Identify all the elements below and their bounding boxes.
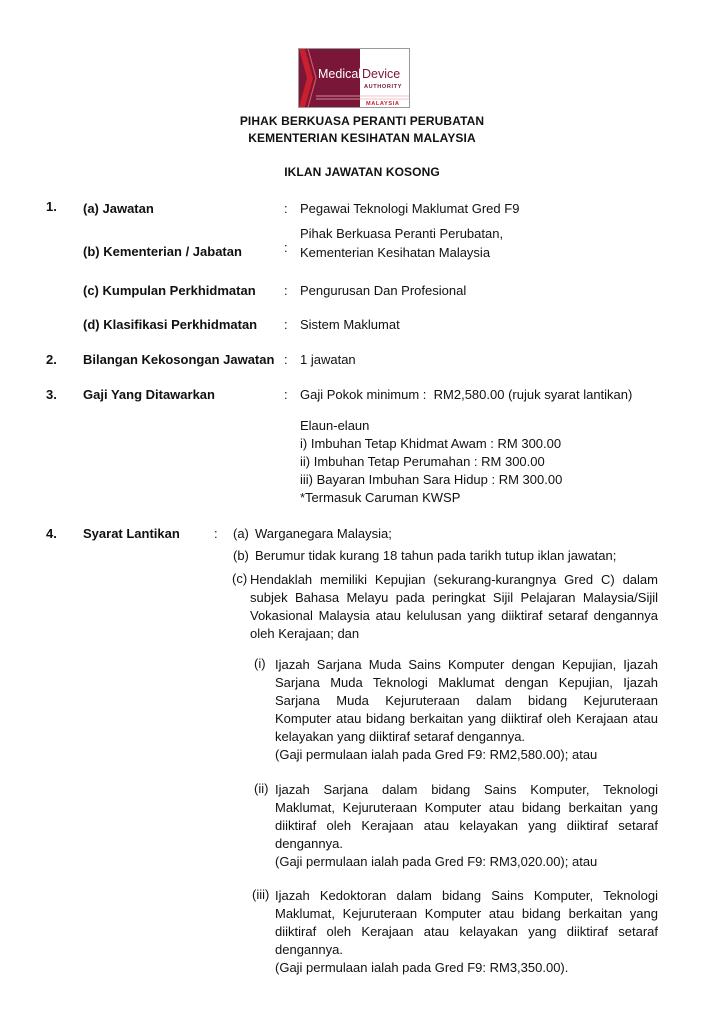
klasifikasi-label: (d) Klasifikasi Perkhidmatan [83, 317, 258, 332]
allowances-title: Elaun-elaun [300, 418, 370, 433]
jawatan-label: (a) Jawatan [83, 201, 154, 216]
kumpulan-colon: : [284, 283, 288, 298]
qualification-line: Komputer atau bidang berkaitan yang diiktiraf oleh Kerajaan atau [275, 711, 658, 726]
section-4-number: 4. [46, 526, 57, 541]
section-2-number: 2. [46, 352, 57, 367]
syarat-c-line: Vokasional Malaysia atau kelulusan yang diiktiraf setaraf dengannya [250, 608, 658, 623]
qualification-i-text [275, 656, 658, 764]
qualification-line: dengannya. [275, 836, 343, 851]
section-3-number: 3. [46, 387, 57, 402]
syarat-c-line: subjek Bahasa Melayu pada peringkat Sijil Pelajaran Malaysia/Sijil [250, 590, 658, 605]
qualification-line: Maklumat, Kejuruteraan Komputer atau bidang berkaitan yang [275, 906, 658, 921]
page-title: IKLAN JAWATAN KOSONG [284, 165, 440, 179]
bilangan-value: 1 jawatan [300, 352, 356, 367]
kementerian-colon: : [284, 240, 288, 255]
qualification-iii-marker: (iii) [252, 887, 270, 902]
syarat-a-marker: (a) [233, 526, 249, 541]
jawatan-colon: : [284, 201, 288, 216]
klasifikasi-value: Sistem Maklumat [300, 317, 400, 332]
qualification-line: Ijazah Kedoktoran dalam bidang Sains Komputer, Teknologi [275, 888, 658, 903]
section-1-number: 1. [46, 199, 57, 214]
syarat-a-text: Warganegara Malaysia; [255, 526, 392, 541]
kumpulan-label: (c) Kumpulan Perkhidmatan [83, 283, 256, 298]
qualification-ii-marker: (ii) [254, 781, 269, 796]
logo-text-device: Device [362, 67, 401, 81]
bilangan-label: Bilangan Kekosongan Jawatan [83, 352, 275, 367]
qualification-line: Ijazah Sarjana dalam bidang Sains Komputer, Teknologi [275, 782, 658, 797]
kumpulan-value: Pengurusan Dan Profesional [300, 283, 467, 298]
logo-text-malaysia: MALAYSIA [366, 101, 400, 107]
kementerian-value-line-1: Pihak Berkuasa Peranti Perubatan, [300, 226, 504, 241]
allowance-item: i) Imbuhan Tetap Khidmat Awam : RM 300.00 [300, 436, 562, 451]
medical-device-authority-logo [298, 48, 410, 108]
syarat-c-line: oleh Kerajaan; dan [250, 626, 360, 641]
qualification-line: Sarjana Muda Kejuruteraan dalam bidang Kejuruteraan [275, 693, 658, 708]
qualification-iii-text [275, 887, 658, 977]
jawatan-value: Pegawai Teknologi Maklumat Gred F9 [300, 201, 520, 216]
org-name: PIHAK BERKUASA PERANTI PERUBATAN [239, 114, 485, 128]
logo-graphic [298, 48, 410, 108]
allowance-item: iii) Bayaran Imbuhan Sara Hidup : RM 300.00 [300, 472, 563, 487]
gaji-value: Gaji Pokok minimum : RM2,580.00 (rujuk syarat lantikan) [300, 387, 633, 402]
qualification-salary: (Gaji permulaan ialah pada Gred F9: RM3,350.00). [275, 960, 569, 975]
qualification-line: Sarjana Muda Teknologi Maklumat dengan Kepujian, Ijazah [275, 675, 658, 690]
bilangan-colon: : [284, 352, 288, 367]
logo-text-authority: AUTHORITY [364, 84, 403, 90]
qualification-line: diiktiraf oleh Kerajaan atau kelayakan yang diiktiraf setaraf [275, 818, 658, 833]
kementerian-value-line-2: Kementerian Kesihatan Malaysia [300, 245, 491, 260]
syarat-b-marker: (b) [233, 548, 249, 563]
allowance-item: ii) Imbuhan Tetap Perumahan : RM 300.00 [300, 454, 545, 469]
gaji-label: Gaji Yang Ditawarkan [83, 387, 215, 402]
syarat-colon: : [214, 526, 218, 541]
qualification-line: dengannya. [275, 942, 343, 957]
qualification-line: Maklumat, Kejuruteraan Komputer atau bidang berkaitan yang [275, 800, 658, 815]
syarat-b-text: Berumur tidak kurang 18 tahun pada tarikh tutup iklan jawatan; [255, 548, 617, 563]
qualification-salary: (Gaji permulaan ialah pada Gred F9: RM3,020.00); atau [275, 854, 598, 869]
syarat-c-marker: (c) [232, 571, 248, 586]
kementerian-label: (b) Kementerian / Jabatan [83, 244, 242, 259]
qualification-i-marker: (i) [254, 656, 266, 671]
logo-text-medical: Medical [318, 67, 362, 81]
qualification-line: diiktiraf oleh Kerajaan atau kelayakan yang diiktiraf setaraf [275, 924, 658, 939]
gaji-colon: : [284, 387, 288, 402]
syarat-c-text [250, 571, 658, 643]
qualification-line: kelayakan yang diiktiraf setaraf dengannya. [275, 729, 526, 744]
qualification-salary: (Gaji permulaan ialah pada Gred F9: RM2,580.00); atau [275, 747, 598, 762]
syarat-label: Syarat Lantikan [83, 526, 180, 541]
ministry-name: KEMENTERIAN KESIHATAN MALAYSIA [248, 131, 476, 145]
qualification-line: Ijazah Sarjana Muda Sains Komputer dengan Kepujian, Ijazah [275, 657, 658, 672]
qualification-ii-text [275, 781, 658, 871]
syarat-c-line: Hendaklah memiliki Kepujian (sekurang-kurangnya Gred C) dalam [250, 572, 658, 587]
klasifikasi-colon: : [284, 317, 288, 332]
kwsp-note: *Termasuk Caruman KWSP [300, 490, 461, 505]
allowances-block [300, 417, 562, 507]
